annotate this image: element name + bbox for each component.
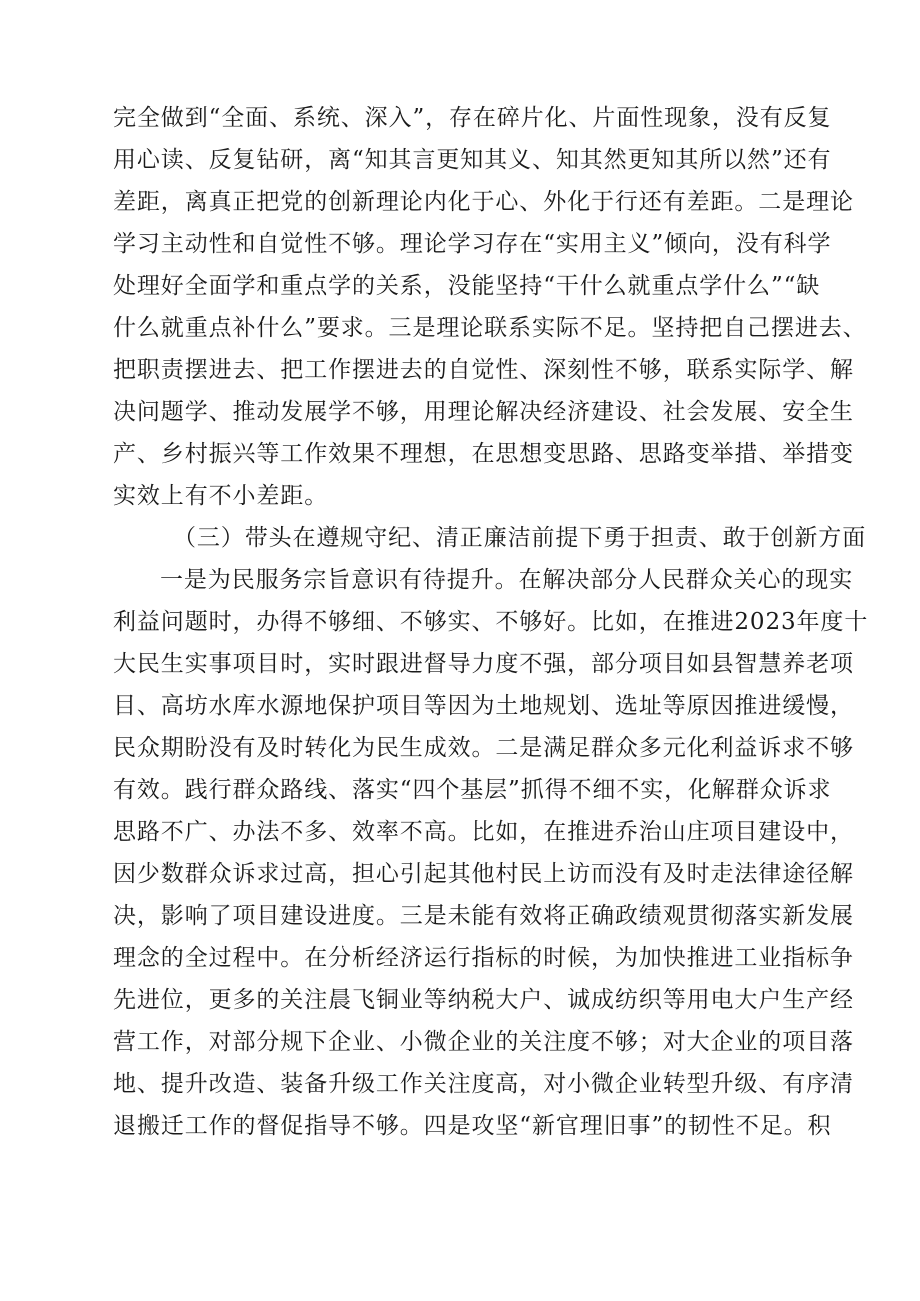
text-line: 有效。践行群众路线、落实“四个基层”抓得不细不实，化解群众诉求 xyxy=(113,777,832,803)
text-line: 先进位，更多的关注晨飞铜业等纳税大户、诚成纺织等用电大户生产经 xyxy=(113,987,854,1013)
section-heading: （三）带头在遵规守纪、清正廉洁前提下勇于担责、敢于创新方面 xyxy=(173,525,867,551)
text-line: 民众期盼没有及时转化为民生成效。二是满足群众多元化利益诉求不够 xyxy=(113,735,854,761)
text-line: 什么就重点补什么”要求。三是理论联系实际不足。坚持把自己摆进去、 xyxy=(113,315,867,341)
text-line: 理念的全过程中。在分析经济运行指标的时候，为加快推进工业指标争 xyxy=(113,945,854,971)
text-line: 差距，离真正把党的创新理论内化于心、外化于行还有差距。二是理论 xyxy=(113,189,854,215)
text-line: 大民生实事项目时，实时跟进督导力度不强，部分项目如县智慧养老项 xyxy=(113,651,854,677)
text-line: 退搬迁工作的督促指导不够。四是攻坚“新官理旧事”的韧性不足。积 xyxy=(113,1113,832,1139)
text-line: 营工作，对部分规下企业、小微企业的关注度不够；对大企业的项目落 xyxy=(113,1029,854,1055)
text-line: 用心读、反复钻研，离“知其言更知其义、知其然更知其所以然”还有 xyxy=(113,147,832,173)
text-line: 把职责摆进去、把工作摆进去的自觉性、深刻性不够，联系实际学、解 xyxy=(113,357,854,383)
text-line: 处理好全面学和重点学的关系，没能坚持“干什么就重点学什么”“缺 xyxy=(113,273,821,299)
text-line: 决，影响了项目建设进度。三是未能有效将正确政绩观贯彻落实新发展 xyxy=(113,903,854,929)
text-line: 因少数群众诉求过高，担心引起其他村民上访而没有及时走法律途径解 xyxy=(113,861,854,887)
text-line: 利益问题时，办得不够细、不够实、不够好。比如，在推进2023年度十 xyxy=(113,609,869,635)
paragraph-first-line: 一是为民服务宗旨意识有待提升。在解决部分人民群众关心的现实 xyxy=(160,567,854,593)
text-line: 决问题学、推动发展学不够，用理论解决经济建设、社会发展、安全生 xyxy=(113,399,854,425)
text-line: 思路不广、办法不多、效率不高。比如，在推进乔治山庄项目建设中， xyxy=(113,819,854,845)
text-line: 目、高坊水库水源地保护项目等因为土地规划、选址等原因推进缓慢， xyxy=(113,693,854,719)
text-line: 完全做到“全面、系统、深入”，存在碎片化、片面性现象，没有反复 xyxy=(113,105,832,131)
text-line: 产、乡村振兴等工作效果不理想，在思想变思路、思路变举措、举措变 xyxy=(113,441,854,467)
text-line: 实效上有不小差距。 xyxy=(113,483,329,509)
text-line: 学习主动性和自觉性不够。理论学习存在“实用主义”倾向，没有科学 xyxy=(113,231,832,257)
text-line: 地、提升改造、装备升级工作关注度高，对小微企业转型升级、有序清 xyxy=(113,1071,854,1097)
